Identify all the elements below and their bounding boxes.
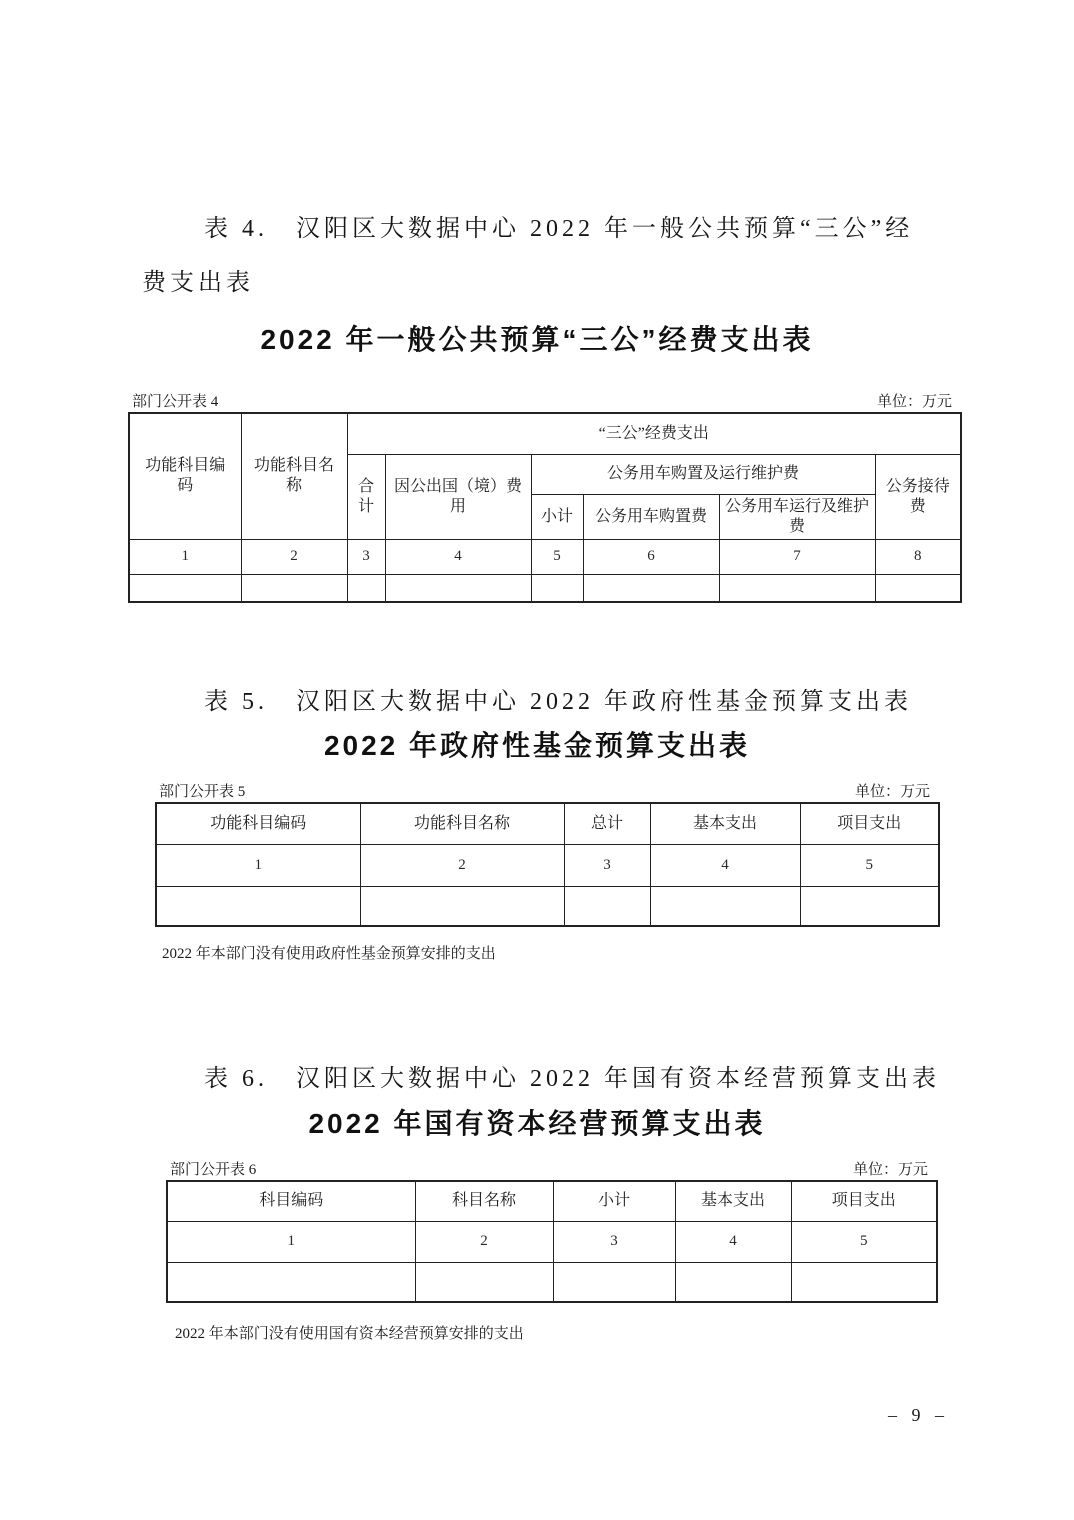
- t4-empty-cell: [719, 574, 875, 602]
- t5-empty-cell: [650, 886, 800, 926]
- t4-header-three-public: “三公”经费支出: [347, 413, 961, 454]
- table6-caption-label: 部门公开表 6: [170, 1162, 257, 1178]
- t4-empty-cell: [129, 574, 241, 602]
- table-row: [129, 574, 961, 602]
- t4-header-func-name: 功能科目名称: [241, 413, 347, 539]
- t5-colnum-3: 3: [564, 844, 650, 886]
- t5-empty-cell: [564, 886, 650, 926]
- table4-heading: 2022 年一般公共预算“三公”经费支出表: [260, 324, 814, 355]
- t4-empty-cell: [875, 574, 961, 602]
- t5-header-func-code: 功能科目编码: [156, 803, 360, 844]
- table4-title-line2: 费支出表: [142, 270, 254, 296]
- t6-colnum-3: 3: [553, 1221, 675, 1262]
- t4-colnum-3: 3: [347, 539, 385, 574]
- table5-caption-row: [155, 780, 938, 801]
- table5-title: 表 5. 汉阳区大数据中心 2022 年政府性基金预算支出表: [204, 689, 912, 715]
- table-row: [129, 539, 961, 574]
- t4-colnum-5: 5: [531, 539, 583, 574]
- t5-colnum-5: 5: [800, 844, 939, 886]
- t6-empty-cell: [553, 1262, 675, 1302]
- t6-header-subject-name: 科目名称: [415, 1181, 553, 1221]
- t4-colnum-6: 6: [583, 539, 719, 574]
- t6-empty-cell: [167, 1262, 415, 1302]
- t5-empty-cell: [156, 886, 360, 926]
- t5-empty-cell: [360, 886, 564, 926]
- table-row: [156, 844, 939, 886]
- table5-heading: 2022 年政府性基金预算支出表: [323, 730, 751, 761]
- page-number: – 9 –: [888, 1405, 946, 1425]
- table-row: [167, 1181, 937, 1221]
- t6-colnum-5: 5: [791, 1221, 937, 1262]
- table4-three-public-expense: [128, 412, 962, 603]
- t4-header-reception: 公务接待费: [875, 454, 961, 539]
- t5-header-project: 项目支出: [800, 803, 939, 844]
- t6-empty-cell: [791, 1262, 937, 1302]
- t4-colnum-1: 1: [129, 539, 241, 574]
- t4-header-func-code: 功能科目编码: [129, 413, 241, 539]
- t4-header-abroad: 因公出国（境）费用: [385, 454, 531, 539]
- table-row: [167, 1262, 937, 1302]
- table5-note: 2022 年本部门没有使用政府性基金预算安排的支出: [162, 946, 496, 962]
- t5-colnum-4: 4: [650, 844, 800, 886]
- t6-colnum-2: 2: [415, 1221, 553, 1262]
- t6-empty-cell: [415, 1262, 553, 1302]
- table-row: [156, 886, 939, 926]
- t4-header-total: 合计: [347, 454, 385, 539]
- table-row: [156, 803, 939, 844]
- table4-title-line1: 表 4. 汉阳区大数据中心 2022 年一般公共预算“三公”经: [204, 216, 914, 242]
- table5-gov-fund-budget: [155, 802, 940, 927]
- table6-unit-label: 单位：万元: [852, 1162, 928, 1178]
- t4-header-vehicle-group: 公务用车购置及运行维护费: [531, 454, 875, 494]
- table6-caption-row: [166, 1158, 936, 1179]
- t5-empty-cell: [800, 886, 939, 926]
- table5-unit-label: 单位：万元: [854, 784, 930, 800]
- t4-header-vehicle-purchase: 公务用车购置费: [583, 494, 719, 539]
- t5-colnum-2: 2: [360, 844, 564, 886]
- t6-colnum-1: 1: [167, 1221, 415, 1262]
- t4-colnum-4: 4: [385, 539, 531, 574]
- table6-note: 2022 年本部门没有使用国有资本经营预算安排的支出: [175, 1326, 524, 1342]
- t4-empty-cell: [347, 574, 385, 602]
- t4-empty-cell: [241, 574, 347, 602]
- table6-heading: 2022 年国有资本经营预算支出表: [308, 1108, 766, 1139]
- t6-colnum-4: 4: [675, 1221, 791, 1262]
- t6-empty-cell: [675, 1262, 791, 1302]
- t4-colnum-7: 7: [719, 539, 875, 574]
- t4-header-vehicle-maintain: 公务用车运行及维护费: [719, 494, 875, 539]
- t6-header-basic: 基本支出: [675, 1181, 791, 1221]
- table-row: [129, 413, 961, 454]
- t4-empty-cell: [531, 574, 583, 602]
- t6-header-subtotal: 小计: [553, 1181, 675, 1221]
- t5-header-basic: 基本支出: [650, 803, 800, 844]
- t5-colnum-1: 1: [156, 844, 360, 886]
- t6-header-subject-code: 科目编码: [167, 1181, 415, 1221]
- table4-caption-label: 部门公开表 4: [132, 394, 219, 410]
- t6-header-project: 项目支出: [791, 1181, 937, 1221]
- t4-colnum-2: 2: [241, 539, 347, 574]
- table4-caption-row: [128, 390, 960, 411]
- t5-header-func-name: 功能科目名称: [360, 803, 564, 844]
- t4-colnum-8: 8: [875, 539, 961, 574]
- t4-empty-cell: [583, 574, 719, 602]
- table6-state-capital-budget: [166, 1180, 938, 1303]
- table6-title: 表 6. 汉阳区大数据中心 2022 年国有资本经营预算支出表: [204, 1066, 940, 1092]
- table5-caption-label: 部门公开表 5: [159, 784, 246, 800]
- t4-header-subtotal: 小计: [531, 494, 583, 539]
- t5-header-total: 总计: [564, 803, 650, 844]
- table-row: [167, 1221, 937, 1262]
- t4-empty-cell: [385, 574, 531, 602]
- table4-unit-label: 单位：万元: [876, 394, 952, 410]
